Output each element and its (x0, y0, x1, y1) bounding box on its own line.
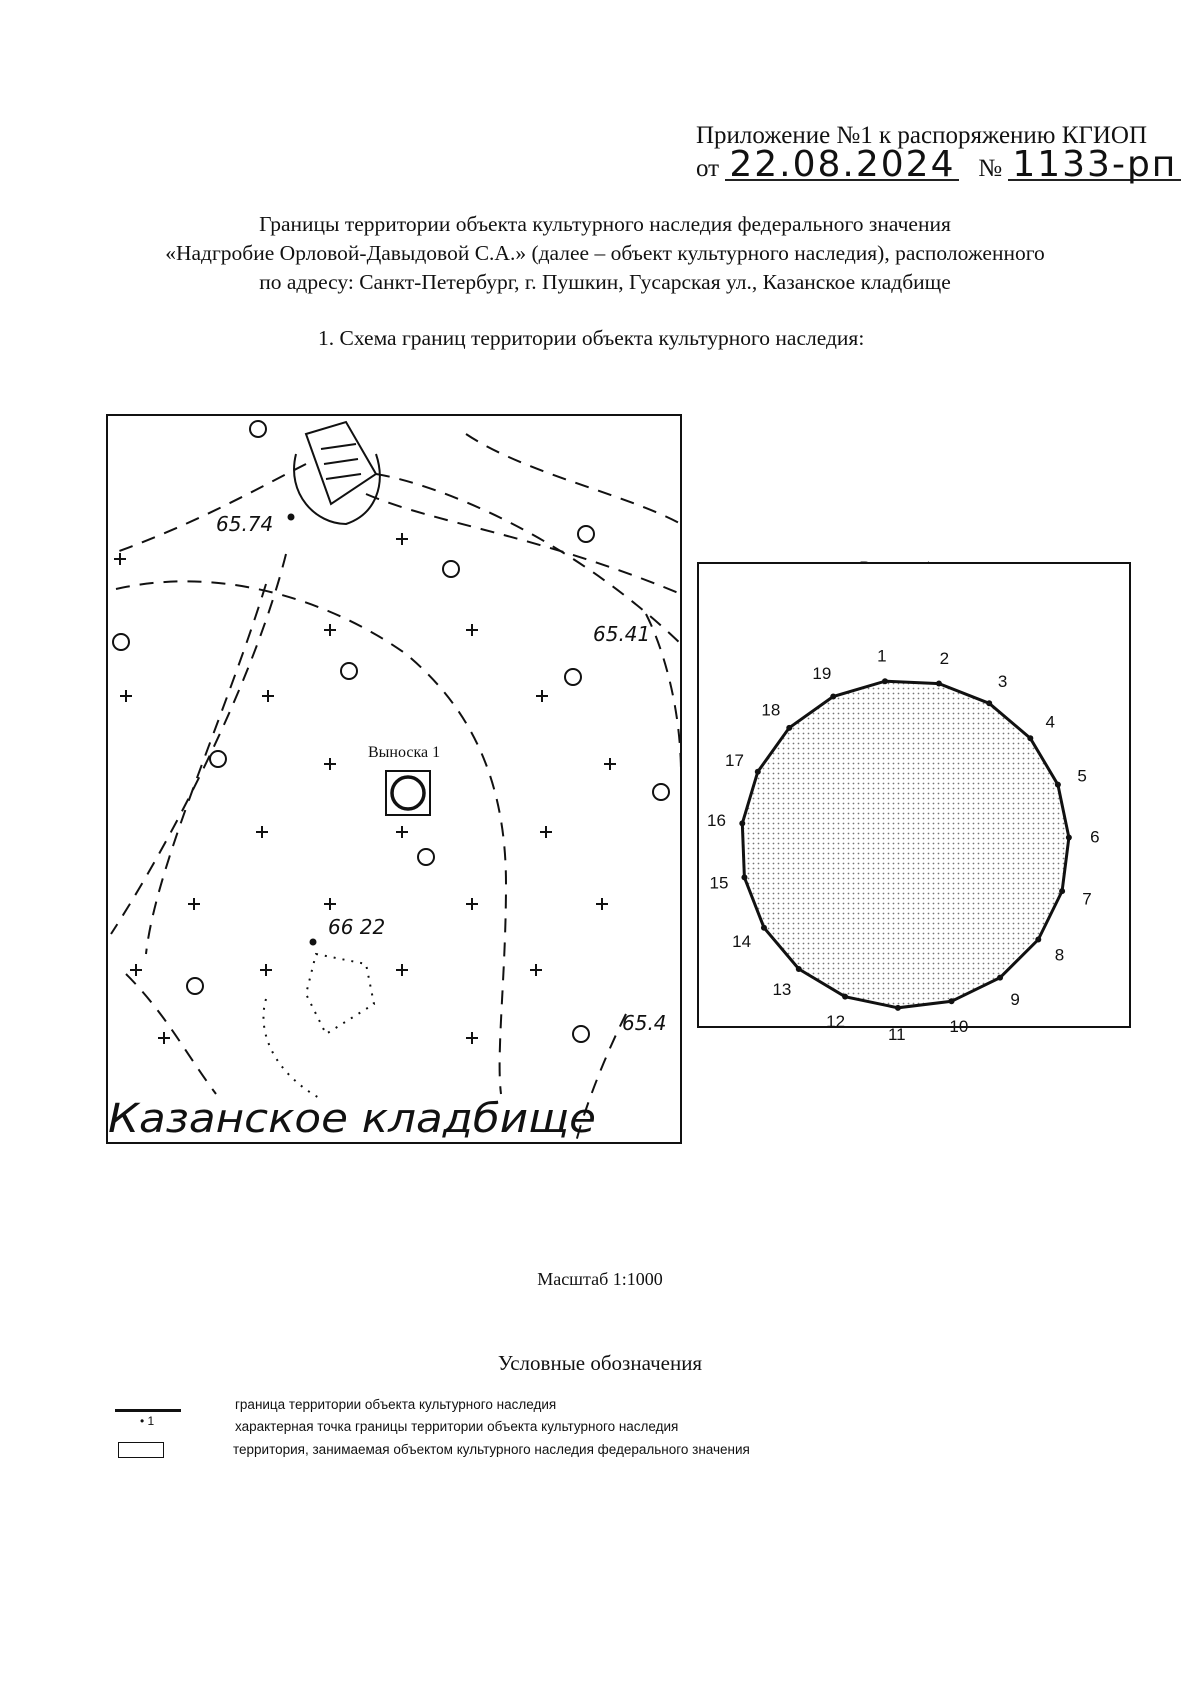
boundary-point-label: 3 (997, 671, 1008, 691)
legend-item-boundary: граница территории объекта культурного наследия (235, 1397, 557, 1412)
boundary-point-label: 5 (1077, 766, 1087, 786)
boundary-point (739, 820, 745, 826)
appendix-line: Приложение №1 к распоряжению КГИОП (696, 122, 1148, 149)
map-callout-label: Выноска 1 (368, 744, 441, 761)
title-line-2: «Надгробие Орловой-Давыдовой С.А.» (далее – объект культурного наследия), расположенного (165, 241, 1045, 265)
boundary-point-label: 8 (1054, 945, 1065, 965)
boundary-point-label: 18 (761, 700, 781, 720)
boundary-point (1027, 735, 1033, 741)
boundary-point-label: 15 (709, 873, 729, 893)
legend-point-sample: • 1 (140, 1414, 155, 1428)
boundary-map (106, 414, 682, 1144)
section-heading: 1. Схема границ территории объекта культурного наследия: (318, 326, 865, 350)
boundary-point (1055, 782, 1061, 788)
date-prefix: от (696, 155, 720, 182)
cemetery-label: Казанское кладбище (108, 1096, 596, 1142)
boundary-point (1066, 835, 1072, 841)
legend-item-point: характерная точка границы территории объекта культурного наследия (235, 1419, 679, 1434)
elevation-label: 65.74 (216, 512, 274, 536)
boundary-point (882, 678, 888, 684)
boundary-point-label: 19 (812, 664, 832, 684)
number-prefix: № (978, 155, 1003, 182)
elevation-label: 66 22 (328, 915, 386, 939)
boundary-point (895, 1005, 901, 1011)
boundary-point (755, 769, 761, 775)
boundary-point-label: 12 (826, 1011, 846, 1031)
boundary-point-label: 6 (1090, 827, 1100, 847)
boundary-point (761, 925, 767, 931)
boundary-point-label: 13 (772, 979, 792, 999)
boundary-point (1035, 937, 1041, 943)
boundary-point-label: 10 (949, 1017, 969, 1037)
order-number: 1133-рп (1008, 151, 1181, 181)
legend-item-territory: территория, занимаемая объектом культурного наследия федерального значения (233, 1442, 750, 1457)
boundary-point (741, 874, 747, 880)
boundary-point (1059, 888, 1065, 894)
boundary-point-label: 17 (724, 751, 744, 771)
callout-detail (697, 562, 1131, 1044)
boundary-point (830, 694, 836, 700)
elevation-label: 65.41 (593, 622, 651, 646)
elevation-label: 65.4 (622, 1011, 667, 1035)
elevation-point (310, 939, 317, 946)
callout-marker (386, 771, 430, 815)
boundary-point-label: 9 (1010, 989, 1020, 1009)
boundary-point (786, 725, 792, 731)
boundary-point-label: 1 (877, 646, 887, 666)
boundary-point (796, 966, 802, 972)
boundary-point-label: 14 (732, 931, 752, 951)
boundary-point-label: 11 (887, 1024, 906, 1044)
title-line-3: по адресу: Санкт-Петербург, г. Пушкин, Гусарская ул., Казанское кладбище (259, 270, 951, 294)
boundary-point-label: 4 (1045, 712, 1055, 732)
scale-label: Масштаб 1:1000 (537, 1269, 663, 1289)
boundary-point-label: 7 (1082, 889, 1092, 909)
title-line-1: Границы территории объекта культурного наследия федерального значения (259, 212, 951, 236)
order-date: 22.08.2024 (725, 151, 959, 181)
boundary-point (842, 994, 848, 1000)
legend-boundary-line (115, 1409, 181, 1412)
heritage-territory-polygon (742, 681, 1069, 1008)
boundary-point (997, 975, 1003, 981)
elevation-point (288, 514, 295, 521)
boundary-point (936, 681, 942, 687)
legend-title: Условные обозначения (497, 1351, 703, 1375)
boundary-point (986, 700, 992, 706)
boundary-point-label: 2 (939, 649, 950, 669)
document-title (90, 210, 1120, 297)
legend-territory-box (118, 1442, 164, 1458)
appendix-reference (696, 120, 1181, 184)
boundary-point-label: 16 (707, 811, 726, 831)
order-date-number (696, 144, 1181, 185)
boundary-point (949, 998, 955, 1004)
